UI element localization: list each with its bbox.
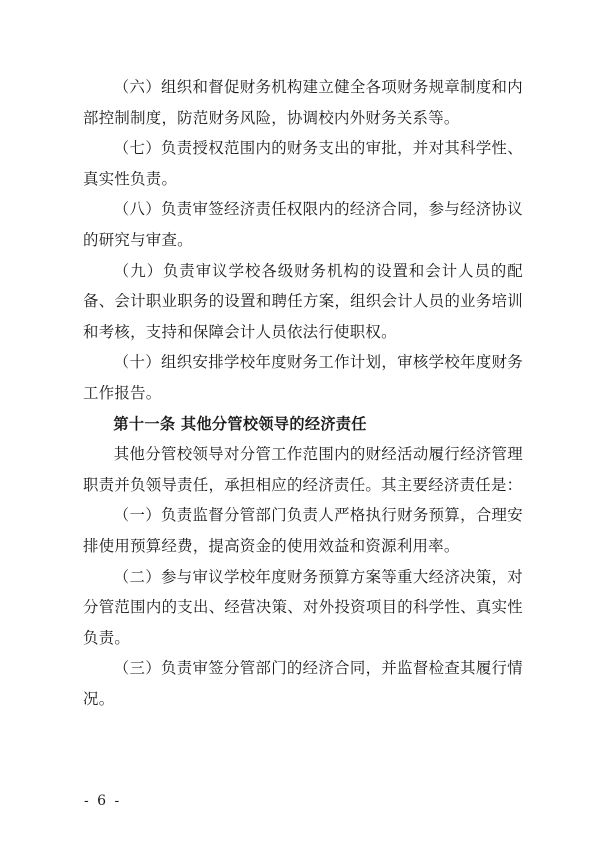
- paragraph-item-9: （九）负责审议学校各级财务机构的设置和会计人员的配备、会计职业职务的设置和聘任方案，组织会计人员的业务培训和考核，支持和保障会计人员依法行使职权。: [83, 261, 523, 341]
- paragraph-item-6: （六）组织和督促财务机构建立健全各项财务规章制度和内部控制制度，防范财务风险，协调校内外财务关系等。: [83, 78, 523, 127]
- article-heading: 第十一条 其他分管校领导的经济责任: [113, 414, 367, 433]
- paragraph-item-2: （二）参与审议学校年度财务预算方案等重大经济决策，对分管范围内的支出、经营决策、对外投资项目的科学性、真实性负责。: [83, 567, 523, 647]
- paragraph-item-10: （十）组织安排学校年度财务工作计划，审核学校年度财务工作报告。: [83, 353, 523, 402]
- paragraph-item-7: （七）负责授权范围内的财务支出的审批，并对其科学性、真实性负责。: [83, 139, 523, 188]
- paragraph-item-1: （一）负责监督分管部门负责人严格执行财务预算，合理安排使用预算经费，提高资金的使用效益和资源利用率。: [83, 506, 523, 555]
- paragraph-item-8: （八）负责审签经济责任权限内的经济合同，参与经济协议的研究与审查。: [83, 200, 523, 249]
- paragraph-item-3: （三）负责审签分管部门的经济合同，并监督检查其履行情况。: [83, 659, 523, 708]
- paragraph-intro: 其他分管校领导对分管工作范围内的财经活动履行经济管理职责并负领导责任，承担相应的经济责任。其主要经济责任是：: [83, 445, 523, 494]
- page-number: - 6 -: [84, 793, 122, 809]
- document-body: [83, 72, 523, 714]
